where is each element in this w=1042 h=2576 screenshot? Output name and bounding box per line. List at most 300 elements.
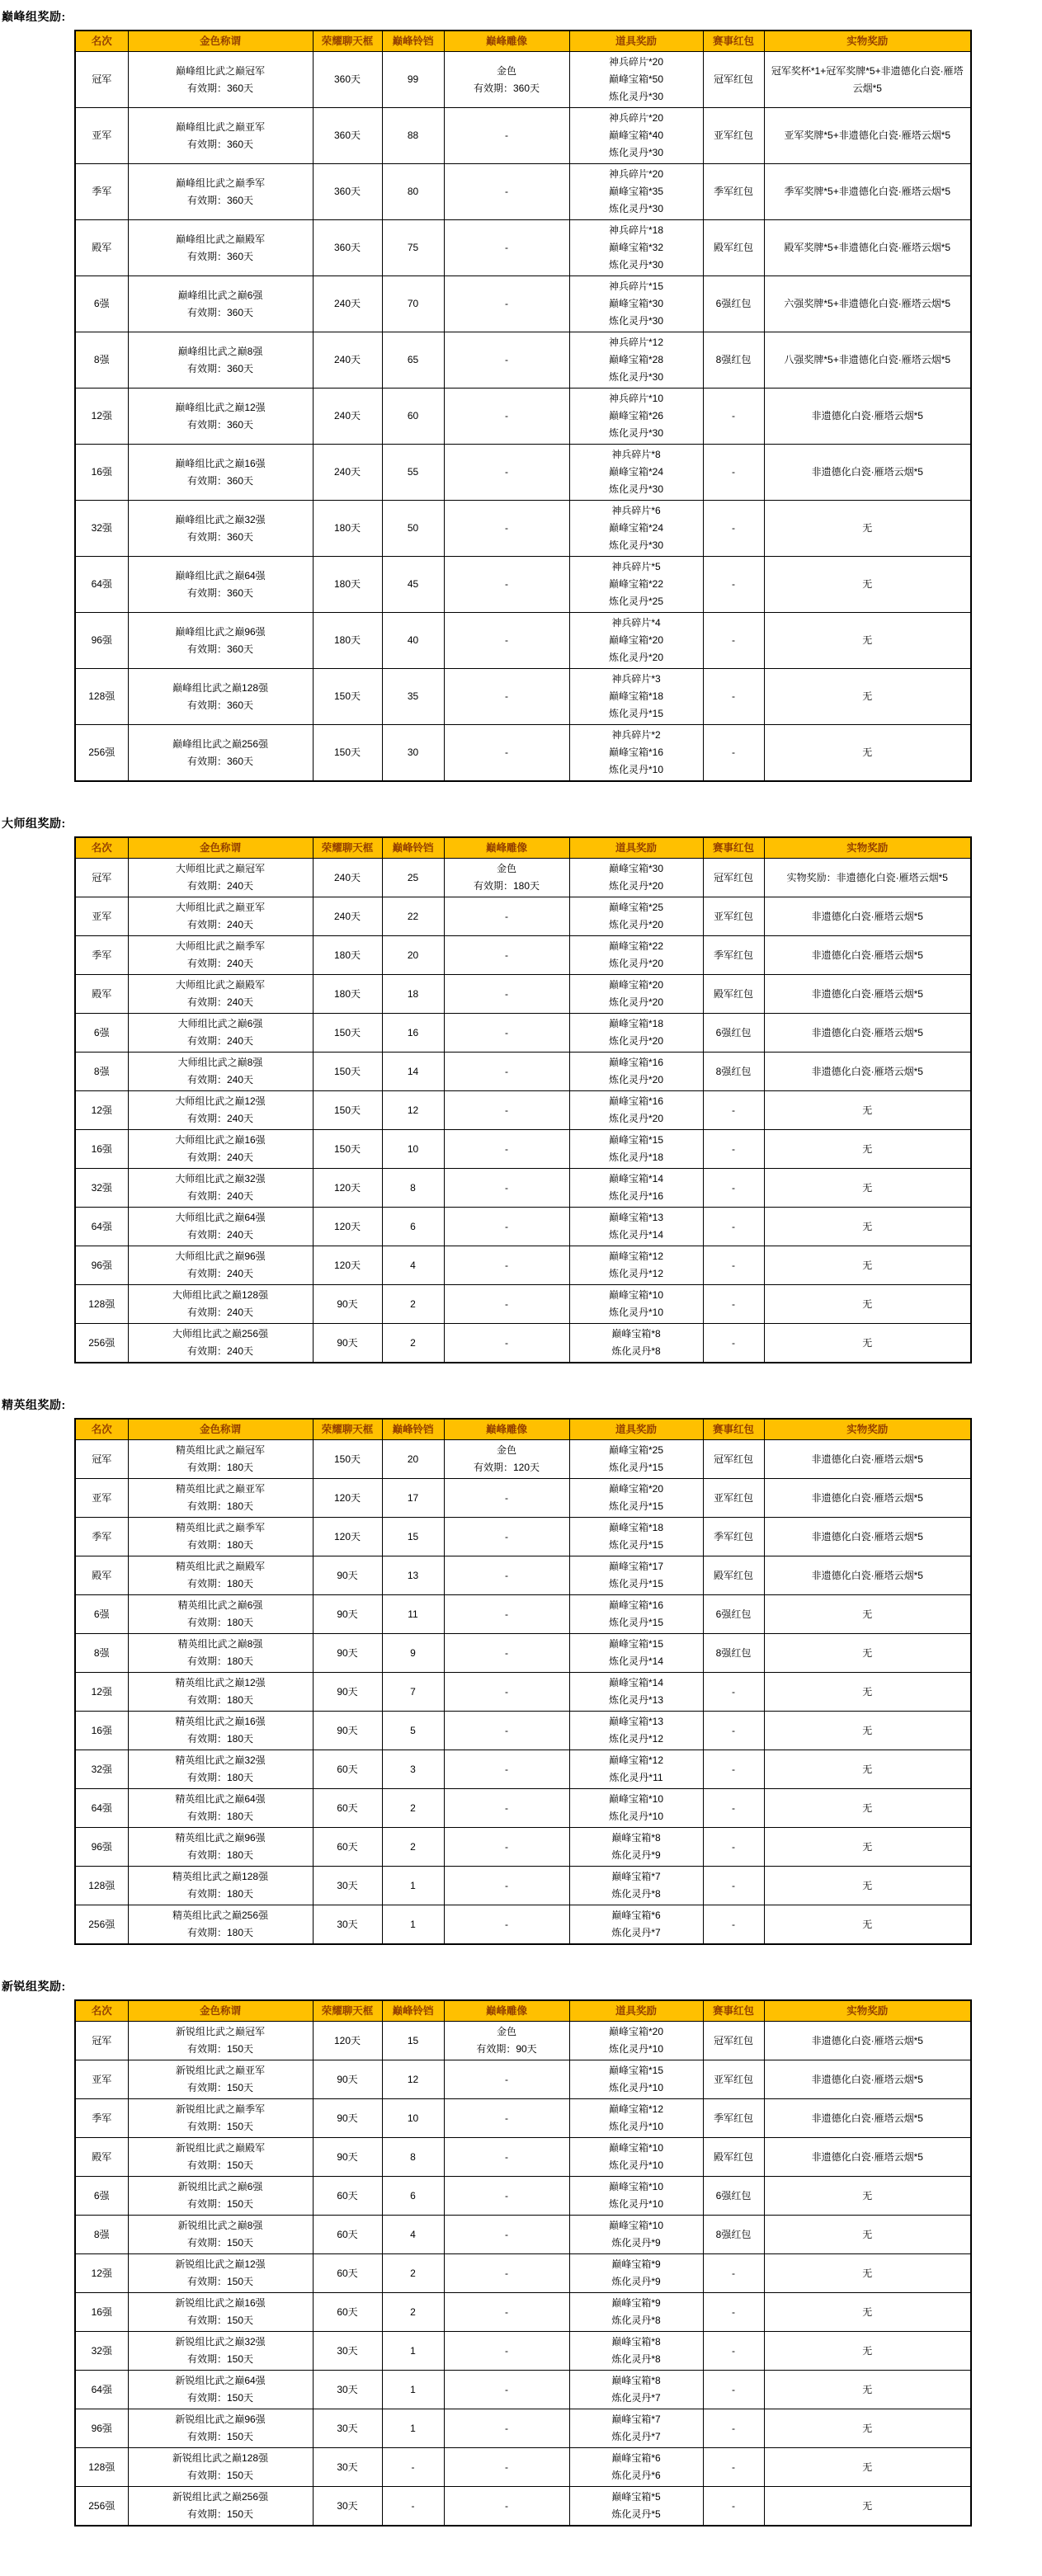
chat-frame-cell: 150天 (313, 1440, 382, 1479)
section-elite-group (0, 1396, 1042, 1945)
cell-line: 炼化灵丹*15 (608, 1578, 664, 1589)
bell-cell: 9 (382, 1634, 444, 1673)
cell-line: 有效期：360天 (186, 306, 254, 318)
physical-reward-cell: 无 (764, 1208, 971, 1246)
bell-cell: 40 (382, 613, 444, 669)
cell-line: 神兵碎片*20 (608, 56, 664, 68)
bell-cell: 99 (382, 52, 444, 108)
cell-line: 精英组比武之巅256强 (172, 1910, 269, 1921)
table-row (75, 2099, 971, 2138)
column-header: 赛事红包 (703, 1419, 764, 1440)
cell-line: 新锐组比武之巅12强 (175, 2258, 266, 2270)
red-packet-cell: - (703, 613, 764, 669)
physical-reward-cell: 无 (764, 2332, 971, 2371)
cell-line: - (505, 1530, 508, 1542)
table-row (75, 1091, 971, 1130)
rank-cell: 12强 (75, 1673, 128, 1712)
cell-line: 大师组比武之巅12强 (175, 1095, 266, 1107)
cell-line: 有效期：240天 (186, 1229, 254, 1241)
rank-cell: 128强 (75, 669, 128, 725)
physical-reward-cell: 无 (764, 1828, 971, 1867)
rank-cell: 殿军 (75, 220, 128, 276)
physical-reward-cell: 无 (764, 2409, 971, 2448)
table-row (75, 2022, 971, 2060)
chat-frame-cell: 30天 (313, 1905, 382, 1945)
cell-line: 大师组比武之巅32强 (175, 1173, 266, 1184)
rank-cell: 季军 (75, 936, 128, 975)
cell-line: 巅峰宝箱*15 (608, 1134, 664, 1146)
item-rewards-cell (569, 2060, 703, 2099)
cell-line: - (505, 2499, 508, 2512)
statue-cell (444, 1440, 569, 1479)
cell-line: 巅峰宝箱*7 (611, 2414, 661, 2425)
cell-line: 炼化灵丹*8 (611, 1345, 661, 1357)
cell-line: 大师组比武之巅96强 (175, 1250, 266, 1262)
cell-line: 巅峰组比武之巅8强 (177, 345, 263, 357)
cell-line: 巅峰宝箱*20 (608, 634, 664, 646)
rank-cell: 128强 (75, 2448, 128, 2487)
table-row (75, 2487, 971, 2527)
red-packet-cell: 6强红包 (703, 1014, 764, 1053)
physical-reward-cell: 非遗德化白瓷·雁塔云烟*5 (764, 1440, 971, 1479)
red-packet-cell: 季军红包 (703, 2099, 764, 2138)
cell-line: - (505, 2344, 508, 2357)
red-packet-cell: - (703, 725, 764, 782)
rank-cell: 6强 (75, 2177, 128, 2216)
item-rewards-cell (569, 220, 703, 276)
column-header: 巅峰雕像 (444, 2000, 569, 2022)
cell-line: - (505, 1569, 508, 1581)
physical-reward-cell: 无 (764, 2371, 971, 2409)
gold-title-cell (128, 2254, 313, 2293)
cell-line: - (505, 1181, 508, 1194)
red-packet-cell: 冠军红包 (703, 1440, 764, 1479)
statue-cell (444, 1479, 569, 1518)
cell-line: - (505, 949, 508, 961)
gold-title-cell (128, 1091, 313, 1130)
statue-cell (444, 2371, 569, 2409)
cell-line: 大师组比武之巅128强 (172, 1289, 269, 1301)
cell-line: 精英组比武之巅96强 (175, 1832, 266, 1844)
cell-line: 巅峰组比武之巅亚军 (175, 120, 265, 133)
table-row (75, 1324, 971, 1363)
item-rewards-cell (569, 1595, 703, 1634)
cell-line: 有效期：360天 (186, 138, 254, 150)
rank-cell: 16强 (75, 1712, 128, 1750)
item-rewards-cell (569, 1285, 703, 1324)
table-row (75, 1867, 971, 1905)
rank-cell: 亚军 (75, 1479, 128, 1518)
physical-reward-cell: 无 (764, 1867, 971, 1905)
item-rewards-cell (569, 52, 703, 108)
item-rewards-cell (569, 1750, 703, 1789)
chat-frame-cell: 150天 (313, 1014, 382, 1053)
cell-line: 新锐组比武之巅128强 (172, 2452, 269, 2464)
rank-cell: 8强 (75, 332, 128, 389)
cell-line: 有效期：150天 (186, 2043, 254, 2055)
bell-cell: 6 (382, 1208, 444, 1246)
gold-title-cell (128, 1905, 313, 1945)
bell-cell: 8 (382, 2138, 444, 2177)
rank-cell: 128强 (75, 1285, 128, 1324)
physical-reward-cell: 非遗德化白瓷·雁塔云烟*5 (764, 2060, 971, 2099)
gold-title-cell (128, 1556, 313, 1595)
gold-title-cell (128, 220, 313, 276)
table-row (75, 669, 971, 725)
cell-line: 巅峰宝箱*25 (608, 1444, 664, 1456)
column-header: 名次 (75, 837, 128, 859)
table-row (75, 1673, 971, 1712)
statue-cell (444, 1867, 569, 1905)
item-rewards-cell (569, 2254, 703, 2293)
cell-line: 炼化灵丹*30 (608, 371, 664, 383)
physical-reward-cell: 无 (764, 1789, 971, 1828)
column-header: 赛事红包 (703, 2000, 764, 2022)
statue-cell (444, 276, 569, 332)
rank-cell: 256强 (75, 1324, 128, 1363)
rank-cell: 亚军 (75, 897, 128, 936)
table-row (75, 1169, 971, 1208)
gold-title-cell (128, 445, 313, 501)
cell-line: 有效期：360天 (186, 362, 254, 374)
cell-line: - (505, 1220, 508, 1232)
table-row (75, 220, 971, 276)
item-rewards-cell (569, 276, 703, 332)
cell-line: 炼化灵丹*20 (608, 880, 664, 892)
cell-line: 巅峰宝箱*15 (608, 1638, 664, 1650)
chat-frame-cell: 150天 (313, 725, 382, 782)
table-row (75, 1905, 971, 1945)
bell-cell: 1 (382, 1905, 444, 1945)
red-packet-cell: - (703, 1169, 764, 1208)
cell-line: - (505, 1840, 508, 1853)
bell-cell: 12 (382, 2060, 444, 2099)
cell-line: - (505, 2150, 508, 2163)
red-packet-cell: - (703, 2254, 764, 2293)
bell-cell: 14 (382, 1053, 444, 1091)
cell-line: 新锐组比武之巅256强 (172, 2491, 269, 2503)
cell-line: 神兵碎片*2 (611, 729, 661, 741)
table-row (75, 52, 971, 108)
rank-cell: 32强 (75, 1750, 128, 1789)
cell-line: 炼化灵丹*8 (611, 2353, 661, 2365)
cell-line: 炼化灵丹*20 (608, 652, 664, 663)
rank-cell: 8强 (75, 2216, 128, 2254)
item-rewards-cell (569, 2177, 703, 2216)
physical-reward-cell: 非遗德化白瓷·雁塔云烟*5 (764, 389, 971, 445)
rank-cell: 冠军 (75, 52, 128, 108)
cell-line: 有效期：360天 (186, 474, 254, 487)
table-row (75, 1479, 971, 1518)
cell-line: 炼化灵丹*15 (608, 1462, 664, 1473)
cell-line: 有效期：150天 (186, 2082, 254, 2093)
gold-title-cell (128, 1324, 313, 1363)
statue-cell (444, 1091, 569, 1130)
cell-line: 炼化灵丹*20 (608, 919, 664, 930)
chat-frame-cell: 240天 (313, 445, 382, 501)
statue-cell (444, 389, 569, 445)
rookie-group-reward-table (74, 1999, 972, 2527)
section-master-group (0, 815, 1042, 1363)
table-row (75, 445, 971, 501)
cell-line: 有效期：240天 (186, 1268, 254, 1279)
cell-line: 有效期：240天 (186, 958, 254, 969)
gold-title-cell (128, 1285, 313, 1324)
rank-cell: 256强 (75, 2487, 128, 2527)
cell-line: - (505, 2461, 508, 2473)
column-header: 巅峰雕像 (444, 837, 569, 859)
cell-line: 炼化灵丹*10 (608, 1307, 664, 1318)
item-rewards-cell (569, 501, 703, 557)
table-row (75, 108, 971, 164)
cell-line: - (505, 1491, 508, 1504)
bell-cell: 80 (382, 164, 444, 220)
cell-line: 炼化灵丹*10 (608, 2121, 664, 2132)
cell-line: 巅峰宝箱*16 (608, 746, 664, 758)
cell-line: 巅峰宝箱*8 (611, 2375, 661, 2386)
bell-cell: 2 (382, 1789, 444, 1828)
cell-line: 巅峰宝箱*10 (608, 2220, 664, 2231)
rank-cell: 16强 (75, 1130, 128, 1169)
cell-line: 巅峰宝箱*15 (608, 2065, 664, 2076)
statue-cell (444, 2409, 569, 2448)
rank-cell: 96强 (75, 1246, 128, 1285)
cell-line: 精英组比武之巅64强 (175, 1793, 266, 1805)
cell-line: 炼化灵丹*9 (611, 1849, 661, 1861)
cell-line: 巅峰组比武之巅季军 (175, 177, 265, 189)
red-packet-cell: - (703, 1208, 764, 1246)
red-packet-cell: - (703, 1905, 764, 1945)
item-rewards-cell (569, 445, 703, 501)
physical-reward-cell: 无 (764, 1324, 971, 1363)
cell-line: 巅峰宝箱*13 (608, 1212, 664, 1223)
cell-line: 有效期：240天 (186, 919, 254, 930)
cell-line: 巅峰宝箱*10 (608, 2181, 664, 2192)
item-rewards-cell (569, 1518, 703, 1556)
table-row (75, 1556, 971, 1595)
item-rewards-cell (569, 1014, 703, 1053)
cell-line: 有效期：180天 (186, 1772, 254, 1783)
gold-title-cell (128, 1014, 313, 1053)
gold-title-cell (128, 725, 313, 782)
cell-line: 炼化灵丹*10 (608, 1811, 664, 1822)
chat-frame-cell: 60天 (313, 1828, 382, 1867)
cell-line: 有效期：360天 (186, 643, 254, 655)
cell-line: - (505, 2383, 508, 2395)
cell-line: 炼化灵丹*20 (608, 1074, 664, 1085)
peak-group-reward-table (74, 30, 972, 782)
chat-frame-cell: 30天 (313, 2487, 382, 2527)
red-packet-cell: - (703, 1673, 764, 1712)
cell-line: - (505, 1724, 508, 1736)
table-row (75, 1595, 971, 1634)
cell-line: 巅峰宝箱*10 (608, 2142, 664, 2154)
statue-cell (444, 1169, 569, 1208)
cell-line: - (505, 1763, 508, 1775)
item-rewards-cell (569, 725, 703, 782)
cell-line: 巅峰宝箱*22 (608, 578, 664, 590)
bell-cell: 16 (382, 1014, 444, 1053)
chat-frame-cell: 30天 (313, 2332, 382, 2371)
cell-line: 有效期：150天 (186, 2237, 254, 2249)
rank-cell: 殿军 (75, 975, 128, 1014)
statue-cell (444, 501, 569, 557)
bell-cell: 1 (382, 2371, 444, 2409)
red-packet-cell: 季军红包 (703, 1518, 764, 1556)
item-rewards-cell (569, 164, 703, 220)
rank-cell: 6强 (75, 276, 128, 332)
cell-line: 有效期：180天 (186, 1655, 254, 1667)
physical-reward-cell: 无 (764, 501, 971, 557)
bell-cell: - (382, 2487, 444, 2527)
red-packet-cell: 亚军红包 (703, 108, 764, 164)
cell-line: 神兵碎片*4 (611, 617, 661, 629)
column-header: 道具奖励 (569, 1419, 703, 1440)
cell-line: 大师组比武之巅冠军 (175, 863, 265, 874)
red-packet-cell: - (703, 1324, 764, 1363)
bell-cell: 20 (382, 936, 444, 975)
cell-line: 有效期：180天 (186, 1733, 254, 1745)
cell-line: 炼化灵丹*30 (608, 203, 664, 214)
statue-cell (444, 936, 569, 975)
physical-reward-cell: 无 (764, 613, 971, 669)
cell-line: - (505, 522, 508, 534)
cell-line: 精英组比武之巅殿军 (175, 1561, 265, 1572)
red-packet-cell: 殿军红包 (703, 2138, 764, 2177)
red-packet-cell: - (703, 1091, 764, 1130)
table-row (75, 1750, 971, 1789)
rank-cell: 32强 (75, 501, 128, 557)
cell-line: 巅峰宝箱*10 (608, 1793, 664, 1805)
chat-frame-cell: 90天 (313, 2099, 382, 2138)
cell-line: 有效期：150天 (186, 2431, 254, 2442)
gold-title-cell (128, 1518, 313, 1556)
item-rewards-cell (569, 2487, 703, 2527)
cell-line: 神兵碎片*10 (608, 393, 664, 404)
rank-cell: 64强 (75, 557, 128, 613)
gold-title-cell (128, 2448, 313, 2487)
cell-line: 有效期：240天 (186, 1035, 254, 1047)
column-header: 道具奖励 (569, 2000, 703, 2022)
chat-frame-cell: 60天 (313, 2293, 382, 2332)
cell-line: - (505, 1026, 508, 1038)
bell-cell: 11 (382, 1595, 444, 1634)
item-rewards-cell (569, 332, 703, 389)
bell-cell: 1 (382, 2409, 444, 2448)
cell-line: 炼化灵丹*8 (611, 1888, 661, 1900)
item-rewards-cell (569, 2409, 703, 2448)
cell-line: - (505, 1104, 508, 1116)
table-row (75, 1285, 971, 1324)
cell-line: 巅峰宝箱*40 (608, 130, 664, 141)
cell-line: 巅峰宝箱*32 (608, 242, 664, 253)
red-packet-cell: - (703, 445, 764, 501)
statue-cell (444, 332, 569, 389)
item-rewards-cell (569, 108, 703, 164)
item-rewards-cell (569, 2216, 703, 2254)
chat-frame-cell: 30天 (313, 1867, 382, 1905)
chat-frame-cell: 30天 (313, 2371, 382, 2409)
cell-line: - (505, 1918, 508, 1930)
column-header: 荣耀聊天框 (313, 1419, 382, 1440)
statue-cell (444, 1285, 569, 1324)
bell-cell: 2 (382, 1324, 444, 1363)
chat-frame-cell: 90天 (313, 2138, 382, 2177)
rank-cell: 96强 (75, 1828, 128, 1867)
cell-line: 有效期：150天 (186, 2159, 254, 2171)
item-rewards-cell (569, 1479, 703, 1518)
cell-line: - (505, 1259, 508, 1271)
cell-line: 巅峰宝箱*24 (608, 466, 664, 478)
rank-cell: 6强 (75, 1595, 128, 1634)
cell-line: 神兵碎片*15 (608, 280, 664, 292)
cell-line: 巅峰组比武之巅256强 (172, 737, 269, 750)
cell-line: 精英组比武之巅32强 (175, 1754, 266, 1766)
item-rewards-cell (569, 2022, 703, 2060)
cell-line: 巅峰宝箱*20 (608, 2026, 664, 2037)
cell-line: - (505, 2073, 508, 2085)
cell-line: - (505, 1801, 508, 1814)
gold-title-cell (128, 1789, 313, 1828)
item-rewards-cell (569, 1905, 703, 1945)
item-rewards-cell (569, 389, 703, 445)
rank-cell: 64强 (75, 1789, 128, 1828)
bell-cell: 2 (382, 1828, 444, 1867)
cell-line: 有效期：240天 (186, 1307, 254, 1318)
statue-cell (444, 1324, 569, 1363)
statue-cell (444, 2022, 569, 2060)
cell-line: 有效期：240天 (186, 1151, 254, 1163)
chat-frame-cell: 60天 (313, 1750, 382, 1789)
cell-line: 巅峰宝箱*5 (611, 2491, 661, 2503)
cell-line: 巅峰宝箱*16 (608, 1057, 664, 1068)
cell-line: 炼化灵丹*30 (608, 91, 664, 102)
gold-title-cell (128, 557, 313, 613)
statue-cell (444, 2448, 569, 2487)
statue-cell (444, 2293, 569, 2332)
cell-line: 炼化灵丹*15 (608, 1500, 664, 1512)
statue-cell (444, 725, 569, 782)
cell-line: 巅峰宝箱*10 (608, 1289, 664, 1301)
bell-cell: 18 (382, 975, 444, 1014)
cell-line: - (505, 1685, 508, 1698)
item-rewards-cell (569, 859, 703, 897)
master-group-reward-table (74, 836, 972, 1363)
table-row (75, 389, 971, 445)
rank-cell: 64强 (75, 1208, 128, 1246)
column-header: 金色称谓 (128, 2000, 313, 2022)
cell-line: - (505, 1879, 508, 1891)
physical-reward-cell: 非遗德化白瓷·雁塔云烟*5 (764, 897, 971, 936)
statue-cell (444, 1634, 569, 1673)
rank-cell: 冠军 (75, 859, 128, 897)
cell-line: 炼化灵丹*12 (608, 1733, 664, 1745)
header-row (75, 1419, 971, 1440)
chat-frame-cell: 240天 (313, 332, 382, 389)
bell-cell: 1 (382, 1867, 444, 1905)
cell-line: 炼化灵丹*8 (611, 2315, 661, 2326)
header-row (75, 2000, 971, 2022)
gold-title-cell (128, 1828, 313, 1867)
physical-reward-cell: 无 (764, 2487, 971, 2527)
item-rewards-cell (569, 1208, 703, 1246)
column-header: 道具奖励 (569, 31, 703, 52)
table-row (75, 936, 971, 975)
cell-line: 有效期：360天 (186, 194, 254, 206)
cell-line: 巅峰宝箱*16 (608, 1599, 664, 1611)
statue-cell (444, 1130, 569, 1169)
red-packet-cell: - (703, 1246, 764, 1285)
